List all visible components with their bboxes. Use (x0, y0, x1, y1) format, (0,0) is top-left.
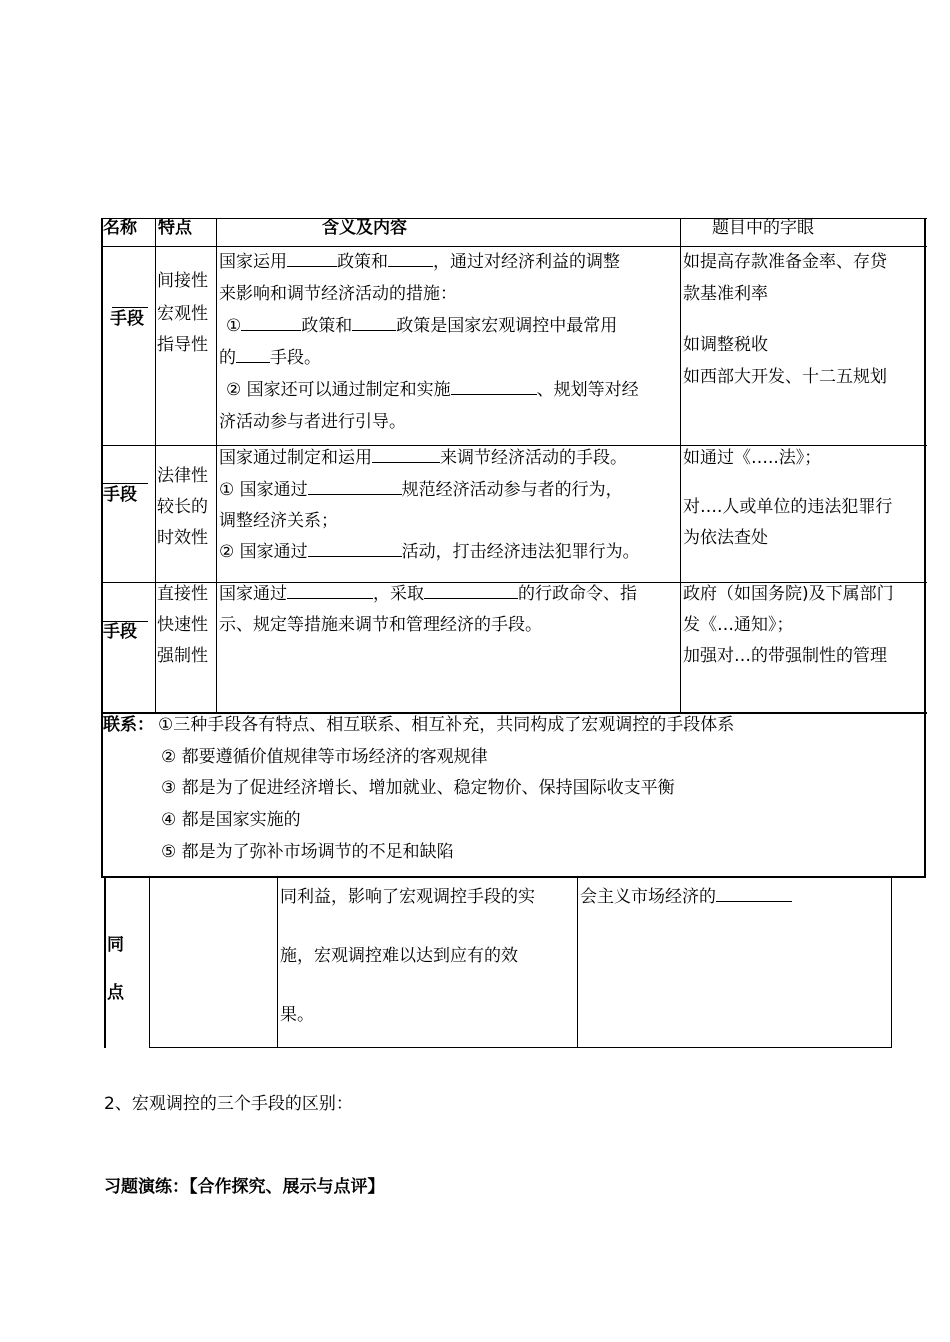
row3-keyword: 发《…通知》； (683, 615, 794, 635)
relations-item: ③ 都是为了促进经济增长、增加就业、稳定物价、保持国际收支平衡 (161, 778, 675, 798)
row1-keyword: 如西部大开发、十二五规划 (683, 367, 887, 387)
row3-trait: 强制性 (157, 646, 208, 666)
header-content: 含义及内容 (322, 218, 407, 238)
row2-keyword: 对….人或单位的违法犯罪行 (683, 497, 893, 517)
row1-content-line: 来影响和调节经济活动的措施： (219, 284, 457, 304)
header-name: 名称 (103, 218, 137, 238)
difference-cell-line: 施，宏观调控难以达到应有的效 (280, 946, 518, 966)
section-2-heading: 2、宏观调控的三个手段的区别： (104, 1094, 353, 1114)
row3-trait: 快速性 (157, 615, 208, 635)
row1-content-line: 济活动参与者进行引导。 (219, 412, 406, 432)
row1-trait: 间接性 (157, 271, 208, 291)
row1-name: 手段 (110, 309, 144, 329)
row3-content-line: 国家通过 ，采取 的行政命令、指 (219, 584, 637, 604)
exercise-heading: 习题演练：【合作探究、展示与点评】 (104, 1177, 385, 1197)
row2-content-line: 调整经济关系； (219, 511, 338, 531)
difference-label: 点 (107, 983, 124, 1003)
header-keywords: 题目中的字眼 (712, 218, 814, 238)
relations-item: ⑤ 都是为了弥补市场调节的不足和缺陷 (161, 842, 454, 862)
relations-item: ①三种手段各有特点、相互联系、相互补充，共同构成了宏观调控的手段体系 (158, 715, 735, 735)
row3-name: 手段 (103, 622, 137, 642)
row1-keyword: 款基准利率 (683, 284, 768, 304)
row2-content-line: 国家通过制定和运用 来调节经济活动的手段。 (219, 448, 627, 468)
row2-trait: 时效性 (157, 528, 208, 548)
row2-name: 手段 (103, 485, 137, 505)
row1-trait: 宏观性 (157, 304, 208, 324)
row3-content-line: 示、规定等措施来调节和管理经济的手段。 (219, 615, 542, 635)
row1-trait: 指导性 (157, 335, 208, 355)
relations-label: 联系： (103, 715, 154, 735)
row1-content-line: ① 政策和 政策是国家宏观调控中最常用 (226, 316, 618, 336)
row3-keyword: 政府（如国务院)及下属部门 (683, 584, 894, 604)
row1-keyword: 如提高存款准备金率、存贷 (683, 252, 887, 272)
row3-keyword: 加强对…的带强制性的管理 (683, 646, 887, 666)
row2-keyword: 如通过《…..法》； (683, 448, 822, 468)
row2-trait: 法律性 (157, 466, 208, 486)
row2-content-line: ② 国家通过 活动，打击经济违法犯罪行为。 (219, 542, 640, 562)
row3-trait: 直接性 (157, 584, 208, 604)
header-traits: 特点 (158, 218, 192, 238)
relations-item: ② 都要遵循价值规律等市场经济的客观规律 (161, 747, 488, 767)
relations-item: ④ 都是国家实施的 (161, 810, 301, 830)
row1-keyword: 如调整税收 (683, 335, 768, 355)
row2-trait: 较长的 (157, 497, 208, 517)
difference-cell-line: 果。 (280, 1005, 314, 1025)
difference-cell-line: 同利益，影响了宏观调控手段的实 (280, 887, 535, 907)
row2-keyword: 为依法查处 (683, 528, 768, 548)
row1-content-line: 的 手段。 (219, 348, 321, 368)
row1-content-line: 国家运用 政策和 ，通过对经济利益的调整 (219, 252, 620, 272)
difference-cell-line: 会主义市场经济的 (580, 882, 792, 913)
row2-content-line: ① 国家通过 规范经济活动参与者的行为， (219, 480, 623, 500)
row1-content-line: ② 国家还可以通过制定和实施 、规划等对经 (226, 380, 639, 400)
difference-label: 同 (107, 935, 124, 955)
